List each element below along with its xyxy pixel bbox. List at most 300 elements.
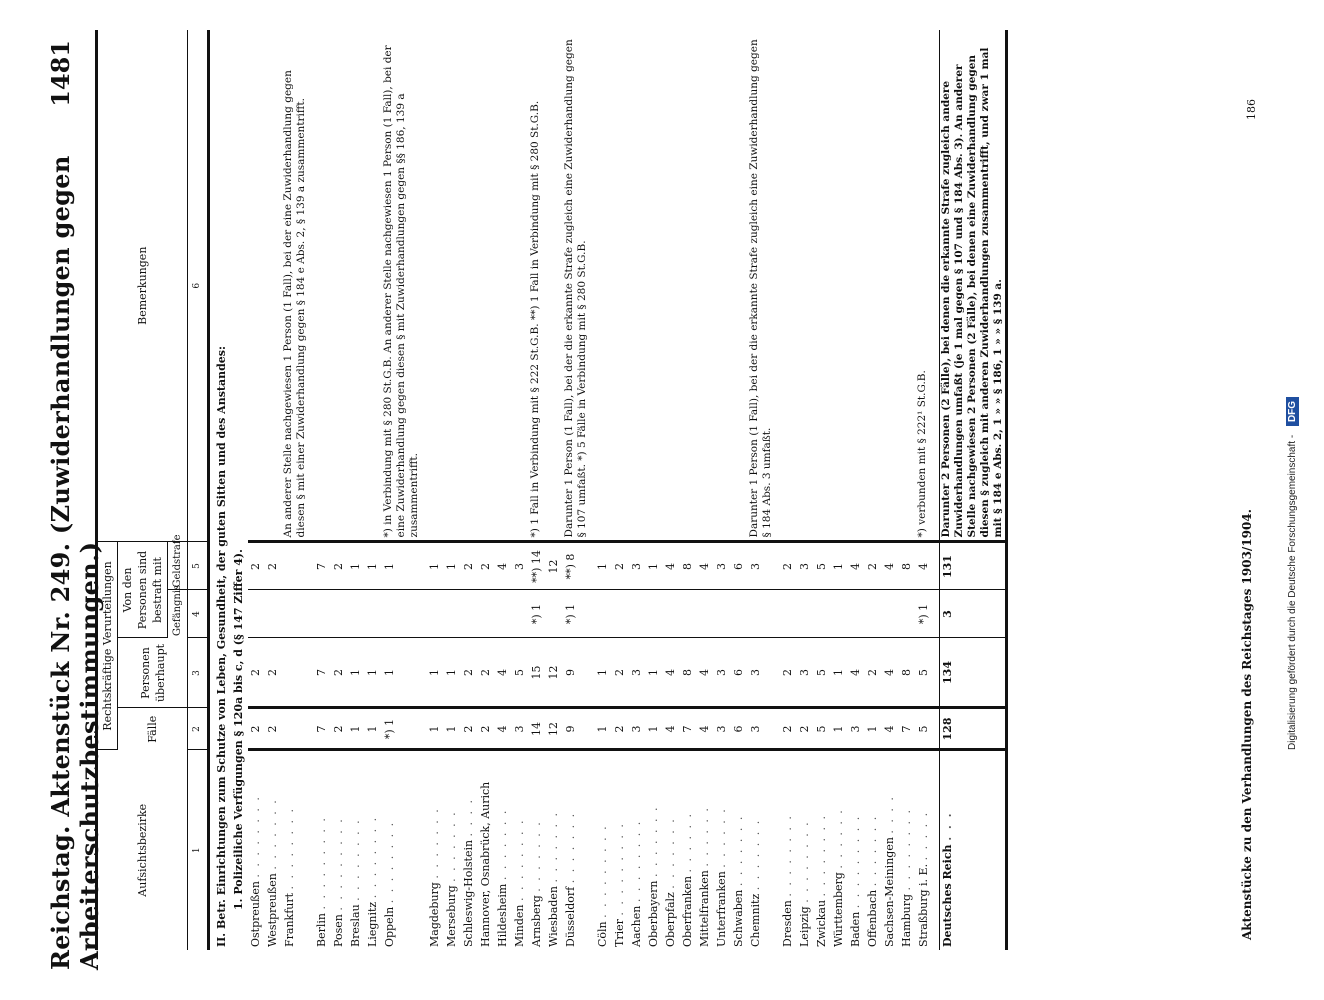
leader-dots: . . . . . . . bbox=[496, 808, 509, 881]
personen-cell: 8 bbox=[899, 638, 916, 708]
faelle-cell: 7 bbox=[314, 708, 331, 750]
remarks-cell bbox=[629, 30, 646, 542]
table-row bbox=[612, 30, 629, 950]
district-cell bbox=[629, 750, 646, 950]
gefaengnis-cell bbox=[899, 590, 916, 638]
table-row bbox=[680, 30, 697, 950]
faelle-cell: 2 bbox=[331, 708, 348, 750]
personen-cell bbox=[282, 638, 308, 708]
faelle-cell: 2 bbox=[780, 708, 797, 750]
geldstrafe-cell: 3 bbox=[512, 542, 529, 590]
personen-cell: 3 bbox=[748, 638, 774, 708]
leader-dots: . . . . . . bbox=[681, 811, 694, 873]
gefaengnis-cell bbox=[365, 590, 382, 638]
table-row bbox=[529, 30, 546, 950]
faelle-cell: 4 bbox=[495, 708, 512, 750]
table-row bbox=[629, 30, 646, 950]
geldstrafe-cell: 2 bbox=[331, 542, 348, 590]
geldstrafe-cell: 2 bbox=[265, 542, 282, 590]
district-cell bbox=[314, 750, 331, 950]
district-name: Magdeburg bbox=[428, 882, 441, 947]
district-name: Trier bbox=[613, 919, 626, 947]
gefaengnis-cell bbox=[595, 590, 612, 638]
district-name: Straßburg i. E. bbox=[917, 863, 930, 947]
personen-cell: 5 bbox=[814, 638, 831, 708]
leader-dots: . . . . . . . . bbox=[383, 820, 396, 904]
page-header bbox=[36, 20, 104, 980]
gefaengnis-cell: *) 1 bbox=[529, 590, 546, 638]
leader-dots: . . . . . . . bbox=[866, 814, 879, 887]
geldstrafe-cell: 4 bbox=[495, 542, 512, 590]
district-name: Leipzig bbox=[798, 906, 811, 947]
geldstrafe-cell: 131 bbox=[940, 542, 1007, 590]
remarks-cell bbox=[865, 30, 882, 542]
table-row bbox=[714, 30, 731, 950]
district-name: Berlin bbox=[315, 913, 328, 947]
gefaengnis-cell: *) 1 bbox=[563, 590, 589, 638]
remarks-cell bbox=[882, 30, 899, 542]
geldstrafe-cell: 1 bbox=[444, 542, 461, 590]
remarks-cell: Darunter 1 Person (1 Fall), bei der die erkannte Strafe zugleich eine Zuwiderhandlung gegen § 107 umfaßt. *) 5 Fälle in Verbindung mit § 280 St.G.B. bbox=[563, 30, 589, 542]
personen-cell: 1 bbox=[444, 638, 461, 708]
remarks-cell bbox=[780, 30, 797, 542]
remarks-cell bbox=[365, 30, 382, 542]
district-name: Schleswig-Holstein bbox=[462, 839, 475, 947]
district-name: Unterfranken bbox=[715, 871, 728, 947]
column-header-faelle: Fälle bbox=[118, 708, 188, 750]
table-row bbox=[882, 30, 899, 950]
remarks-cell bbox=[848, 30, 865, 542]
faelle-cell: 1 bbox=[348, 708, 365, 750]
district-cell bbox=[940, 750, 1007, 950]
gefaengnis-cell bbox=[427, 590, 444, 638]
gefaengnis-cell bbox=[248, 590, 265, 638]
personen-cell: 7 bbox=[314, 638, 331, 708]
personen-cell: 3 bbox=[797, 638, 814, 708]
leader-dots: . . . . . . . bbox=[547, 811, 560, 883]
district-name: Oberfranken bbox=[681, 875, 694, 947]
gefaengnis-cell bbox=[629, 590, 646, 638]
leader-dots: . . . . . . . . bbox=[249, 795, 262, 878]
dfg-logo: DFG bbox=[1286, 397, 1299, 426]
district-cell bbox=[495, 750, 512, 950]
table-row bbox=[546, 30, 563, 950]
remarks-cell bbox=[595, 30, 612, 542]
digitization-text: Digitalisierung gefördert durch die Deutsche Forschungsgemeinschaft - bbox=[1287, 434, 1298, 750]
geldstrafe-cell bbox=[282, 542, 308, 590]
column-header-vonden: Von den Personen sind bestraft mit bbox=[118, 542, 168, 638]
leader-dots: . . . . . . . . bbox=[815, 814, 828, 897]
table-row bbox=[916, 30, 933, 950]
leader-dots: . . . . bbox=[462, 797, 475, 837]
district-name: Zwickau bbox=[815, 899, 828, 947]
district-name: Breslau bbox=[349, 904, 362, 947]
district-name: Chemnitz bbox=[749, 893, 762, 947]
gefaengnis-cell bbox=[714, 590, 731, 638]
district-name: Posen bbox=[332, 914, 345, 947]
leader-dots: . . . . . . . . bbox=[513, 818, 526, 901]
leader-dots: . . . . . . . . . bbox=[849, 814, 862, 909]
faelle-cell: 1 bbox=[427, 708, 444, 750]
remarks-cell bbox=[646, 30, 663, 542]
district-name: Oberpfalz bbox=[664, 892, 677, 947]
district-cell bbox=[265, 750, 282, 950]
district-name: Liegnitz bbox=[366, 901, 379, 947]
leader-dots: . . . . . bbox=[917, 810, 930, 861]
column-header-geldstrafe: Geldstrafe bbox=[168, 542, 188, 590]
faelle-cell: 6 bbox=[731, 708, 748, 750]
geldstrafe-cell: 2 bbox=[612, 542, 629, 590]
faelle-cell: 3 bbox=[629, 708, 646, 750]
geldstrafe-cell: 1 bbox=[365, 542, 382, 590]
geldstrafe-cell: 1 bbox=[427, 542, 444, 590]
geldstrafe-cell: 3 bbox=[629, 542, 646, 590]
table-row bbox=[512, 30, 529, 950]
geldstrafe-cell: **) 8 bbox=[563, 542, 589, 590]
table-row bbox=[697, 30, 714, 950]
personen-cell: 2 bbox=[478, 638, 495, 708]
district-cell bbox=[365, 750, 382, 950]
remarks-cell bbox=[731, 30, 748, 542]
remarks-cell bbox=[714, 30, 731, 542]
district-name: Hannover, Osnabrück, Aurich bbox=[479, 781, 492, 947]
faelle-cell: 14 bbox=[529, 708, 546, 750]
leader-dots: . . . . . . bbox=[832, 808, 845, 869]
remarks-cell: Darunter 2 Personen (2 Fälle), bei denen die erkannte Strafe zugleich andere Zuwiderhandlungen umfaßt (je 1 mal gegen § 107 und § 184 Abs. 3). An anderer Stelle nachgewiesen 2 Personen (2 Fälle), bei denen eine Zuwiderhandlung gegen diesen § zugleich mit anderen Zuwiderhandlungen zusammentrifft, und zwar 1 mal mit § 184 e Abs. 2, 1 » » § 186, 1 » » § 139 a. bbox=[940, 30, 1007, 542]
personen-cell: 5 bbox=[916, 638, 933, 708]
district-name: Westpreußen bbox=[266, 873, 279, 947]
table-row bbox=[814, 30, 831, 950]
gefaengnis-cell bbox=[697, 590, 714, 638]
district-name: Hildesheim bbox=[496, 883, 509, 947]
personen-cell: 2 bbox=[612, 638, 629, 708]
remarks-cell bbox=[612, 30, 629, 542]
district-name: Düsseldorf bbox=[564, 886, 577, 947]
district-cell bbox=[546, 750, 563, 950]
faelle-cell: 128 bbox=[940, 708, 1007, 750]
personen-cell: 1 bbox=[382, 638, 421, 708]
personen-cell: 15 bbox=[529, 638, 546, 708]
faelle-cell: 2 bbox=[797, 708, 814, 750]
district-name: Frankfurt bbox=[283, 892, 296, 947]
district-cell bbox=[680, 750, 697, 950]
district-cell bbox=[697, 750, 714, 950]
geldstrafe-cell: 12 bbox=[546, 542, 563, 590]
gefaengnis-cell bbox=[780, 590, 797, 638]
gefaengnis-cell bbox=[646, 590, 663, 638]
gefaengnis-cell bbox=[848, 590, 865, 638]
district-cell bbox=[563, 750, 589, 950]
gefaengnis-cell bbox=[444, 590, 461, 638]
gefaengnis-cell bbox=[865, 590, 882, 638]
leader-dots: . . . . . . bbox=[698, 806, 711, 867]
leader-dots: . . . bbox=[941, 811, 954, 841]
faelle-cell: 2 bbox=[478, 708, 495, 750]
table-row bbox=[495, 30, 512, 950]
table-row bbox=[731, 30, 748, 950]
personen-cell: 4 bbox=[663, 638, 680, 708]
remarks-cell: Darunter 1 Person (1 Fall), bei der die erkannte Strafe zugleich eine Zuwiderhandlung gegen § 184 Abs. 3 umfaßt. bbox=[748, 30, 774, 542]
page-header-title: Reichstag. Aktenstück Nr. 249. (Zuwiderhandlungen gegen Arbeiterschutzbestimmungen.) bbox=[46, 155, 104, 970]
geldstrafe-cell: 5 bbox=[814, 542, 831, 590]
table-row bbox=[865, 30, 882, 950]
remarks-cell bbox=[663, 30, 680, 542]
geldstrafe-cell: 2 bbox=[780, 542, 797, 590]
leader-dots: . . . . . . . bbox=[749, 818, 762, 891]
leader-dots: . . . . . . . . . bbox=[613, 822, 626, 916]
remarks-cell bbox=[697, 30, 714, 542]
geldstrafe-cell: 6 bbox=[731, 542, 748, 590]
geldstrafe-cell: 2 bbox=[248, 542, 265, 590]
gefaengnis-cell bbox=[478, 590, 495, 638]
leader-dots: . . . . . . . bbox=[428, 807, 441, 879]
remarks-cell bbox=[444, 30, 461, 542]
leader-dots: . . . . . . . bbox=[647, 805, 660, 877]
table-row bbox=[314, 30, 331, 950]
column-header-gefaengnis: Gefängnis bbox=[168, 590, 188, 638]
geldstrafe-cell: 3 bbox=[714, 542, 731, 590]
column-number-5: 5 bbox=[188, 542, 209, 590]
geldstrafe-cell: 1 bbox=[348, 542, 365, 590]
remarks-cell bbox=[495, 30, 512, 542]
district-name: Oppeln bbox=[383, 906, 396, 947]
leader-dots: . . . . . . . . . bbox=[315, 816, 328, 910]
remarks-cell: *) 1 Fall in Verbindung mit § 222 St.G.B. **) 1 Fall in Verbindung mit § 280 St.G.B. bbox=[529, 30, 546, 542]
district-cell bbox=[512, 750, 529, 950]
remarks-cell bbox=[546, 30, 563, 542]
table-row bbox=[282, 30, 308, 950]
column-number-1: 1 bbox=[188, 750, 209, 950]
district-name: Ostpreußen bbox=[249, 881, 262, 947]
district-cell bbox=[797, 750, 814, 950]
faelle-cell: 1 bbox=[595, 708, 612, 750]
district-cell bbox=[731, 750, 748, 950]
gefaengnis-cell bbox=[814, 590, 831, 638]
geldstrafe-cell: 4 bbox=[848, 542, 865, 590]
personen-cell: 3 bbox=[714, 638, 731, 708]
personen-cell: 2 bbox=[461, 638, 478, 708]
faelle-cell bbox=[282, 708, 308, 750]
table-row bbox=[780, 30, 797, 950]
district-name: Offenbach bbox=[866, 889, 879, 947]
digitization-note bbox=[1286, 10, 1308, 750]
faelle-cell: 2 bbox=[461, 708, 478, 750]
remarks-cell bbox=[478, 30, 495, 542]
personen-cell: 5 bbox=[512, 638, 529, 708]
personen-cell: 4 bbox=[882, 638, 899, 708]
gefaengnis-cell bbox=[680, 590, 697, 638]
remarks-cell: *) in Verbindung mit § 280 St.G.B. An anderer Stelle nachgewiesen 1 Person (1 Fall), bei der eine Zuwiderhandlung gegen diesen § mit Zuwiderhandlungen gegen §§ 186, 139 a zusammentrifft. bbox=[382, 30, 421, 542]
leader-dots: . . . . . . . . bbox=[366, 815, 379, 899]
table-row bbox=[595, 30, 612, 950]
leader-dots: . . . . . . . . bbox=[798, 820, 811, 903]
faelle-cell: 2 bbox=[248, 708, 265, 750]
personen-cell: 1 bbox=[831, 638, 848, 708]
geldstrafe-cell: 4 bbox=[916, 542, 933, 590]
district-name: Sachsen-Meiningen bbox=[883, 837, 896, 947]
district-name: Cöln bbox=[596, 921, 609, 947]
personen-cell: 2 bbox=[248, 638, 265, 708]
leader-dots: . . . . . . . bbox=[564, 811, 577, 884]
district-name: Merseburg bbox=[445, 885, 458, 947]
faelle-cell: 1 bbox=[831, 708, 848, 750]
leader-dots: . . . . . . . bbox=[266, 798, 279, 870]
gefaengnis-cell bbox=[546, 590, 563, 638]
table-row bbox=[797, 30, 814, 950]
gefaengnis-cell bbox=[663, 590, 680, 638]
personen-cell: 2 bbox=[865, 638, 882, 708]
district-name: Mittelfranken bbox=[698, 870, 711, 947]
remarks-cell bbox=[348, 30, 365, 542]
gefaengnis-cell bbox=[348, 590, 365, 638]
district-cell bbox=[529, 750, 546, 950]
personen-cell: 4 bbox=[697, 638, 714, 708]
faelle-cell: 7 bbox=[899, 708, 916, 750]
personen-cell: 6 bbox=[731, 638, 748, 708]
faelle-cell: 4 bbox=[697, 708, 714, 750]
gefaengnis-cell bbox=[282, 590, 308, 638]
district-cell bbox=[714, 750, 731, 950]
leader-dots: . . . . . . . . bbox=[349, 818, 362, 901]
table-row bbox=[427, 30, 444, 950]
remarks-cell bbox=[797, 30, 814, 542]
district-cell bbox=[478, 750, 495, 950]
district-cell bbox=[831, 750, 848, 950]
personen-cell: 2 bbox=[780, 638, 797, 708]
leader-dots: . . . . . . . bbox=[732, 814, 745, 887]
faelle-cell: 9 bbox=[563, 708, 589, 750]
geldstrafe-cell: 7 bbox=[314, 542, 331, 590]
personen-cell: 1 bbox=[595, 638, 612, 708]
district-cell bbox=[848, 750, 865, 950]
personen-cell: 1 bbox=[646, 638, 663, 708]
district-name: Aachen bbox=[630, 905, 643, 947]
geldstrafe-cell: 4 bbox=[882, 542, 899, 590]
leader-dots: . . . . bbox=[883, 795, 896, 834]
table-row bbox=[365, 30, 382, 950]
geldstrafe-cell: 2 bbox=[478, 542, 495, 590]
leader-dots: . . . . . . . bbox=[530, 820, 543, 892]
personen-cell: 3 bbox=[629, 638, 646, 708]
district-cell bbox=[882, 750, 899, 950]
district-name: Arnsberg bbox=[530, 895, 543, 947]
district-name: Dresden bbox=[781, 900, 794, 947]
district-cell bbox=[461, 750, 478, 950]
leader-dots: . . . . . . . bbox=[664, 817, 677, 889]
statistics-table bbox=[95, 30, 1008, 950]
gefaengnis-cell bbox=[748, 590, 774, 638]
table-row bbox=[265, 30, 282, 950]
faelle-cell: 5 bbox=[916, 708, 933, 750]
district-cell bbox=[865, 750, 882, 950]
column-header-bezirke: Aufsichtsbezirke bbox=[97, 750, 188, 950]
remarks-cell: An anderer Stelle nachgewiesen 1 Person (1 Fall), bei der eine Zuwiderhandlung gegen diesen § mit einer Zuwiderhandlung gegen § 184 e Abs. 2, § 139 a zusammentrifft. bbox=[282, 30, 308, 542]
remarks-cell bbox=[265, 30, 282, 542]
personen-cell: 1 bbox=[348, 638, 365, 708]
district-name: Deutsches Reich bbox=[941, 844, 954, 947]
table-row bbox=[461, 30, 478, 950]
faelle-cell: 3 bbox=[848, 708, 865, 750]
gefaengnis-cell: 3 bbox=[940, 590, 1007, 638]
gefaengnis-cell bbox=[382, 590, 421, 638]
district-cell bbox=[348, 750, 365, 950]
geldstrafe-cell: 8 bbox=[899, 542, 916, 590]
personen-cell: 134 bbox=[940, 638, 1007, 708]
remarks-cell bbox=[314, 30, 331, 542]
personen-cell: 2 bbox=[265, 638, 282, 708]
geldstrafe-cell: 1 bbox=[831, 542, 848, 590]
remarks-cell bbox=[248, 30, 265, 542]
table-row bbox=[478, 30, 495, 950]
district-cell bbox=[899, 750, 916, 950]
gefaengnis-cell bbox=[731, 590, 748, 638]
district-cell bbox=[331, 750, 348, 950]
table-row bbox=[899, 30, 916, 950]
table-row bbox=[563, 30, 589, 950]
geldstrafe-cell: 1 bbox=[382, 542, 421, 590]
district-name: Wiesbaden bbox=[547, 885, 560, 947]
table-row bbox=[348, 30, 365, 950]
leader-dots: . . . . . . . . . bbox=[332, 817, 345, 911]
district-cell bbox=[748, 750, 774, 950]
geldstrafe-cell: 4 bbox=[697, 542, 714, 590]
remarks-cell bbox=[512, 30, 529, 542]
remarks-cell bbox=[814, 30, 831, 542]
table-row bbox=[831, 30, 848, 950]
geldstrafe-cell: 2 bbox=[865, 542, 882, 590]
geldstrafe-cell: 3 bbox=[797, 542, 814, 590]
column-number-4: 4 bbox=[188, 590, 209, 638]
table-row bbox=[646, 30, 663, 950]
column-number-3: 3 bbox=[188, 638, 209, 708]
faelle-cell: 1 bbox=[444, 708, 461, 750]
column-header-group: Rechtskräftige Verurteilungen bbox=[97, 542, 118, 750]
leader-dots: . . . . . . . bbox=[445, 810, 458, 882]
personen-cell: 1 bbox=[427, 638, 444, 708]
section-title: II. Betr. Einrichtungen zum Schutze von Leben, Gesundheit, der guten Sitten und des Anstandes: bbox=[215, 345, 228, 947]
leader-dots: . . . . . . . . . bbox=[596, 824, 609, 918]
district-name: Hamburg bbox=[900, 893, 913, 947]
geldstrafe-cell: 2 bbox=[461, 542, 478, 590]
leader-dots: . . . . . . bbox=[715, 807, 728, 868]
leader-dots: . . . . . . . . bbox=[900, 808, 913, 891]
faelle-cell: 4 bbox=[663, 708, 680, 750]
district-name: Württemberg bbox=[832, 872, 845, 947]
table-row bbox=[663, 30, 680, 950]
leader-dots: . . . . . . . . bbox=[781, 814, 794, 897]
personen-cell: 2 bbox=[331, 638, 348, 708]
gefaengnis-cell bbox=[331, 590, 348, 638]
leader-dots: . . . . . . . . bbox=[630, 819, 643, 903]
table-row bbox=[748, 30, 774, 950]
gefaengnis-cell bbox=[265, 590, 282, 638]
faelle-cell: 3 bbox=[714, 708, 731, 750]
personen-cell: 12 bbox=[546, 638, 563, 708]
faelle-cell: 2 bbox=[612, 708, 629, 750]
page-number: 1481 bbox=[46, 40, 75, 107]
faelle-cell: 1 bbox=[865, 708, 882, 750]
district-cell bbox=[282, 750, 308, 950]
geldstrafe-cell: 4 bbox=[663, 542, 680, 590]
district-cell bbox=[444, 750, 461, 950]
personen-cell: 8 bbox=[680, 638, 697, 708]
district-cell bbox=[595, 750, 612, 950]
column-header-personen: Personen überhaupt bbox=[118, 638, 188, 708]
geldstrafe-cell: 1 bbox=[595, 542, 612, 590]
remarks-cell bbox=[331, 30, 348, 542]
gefaengnis-cell bbox=[495, 590, 512, 638]
gefaengnis-cell bbox=[314, 590, 331, 638]
